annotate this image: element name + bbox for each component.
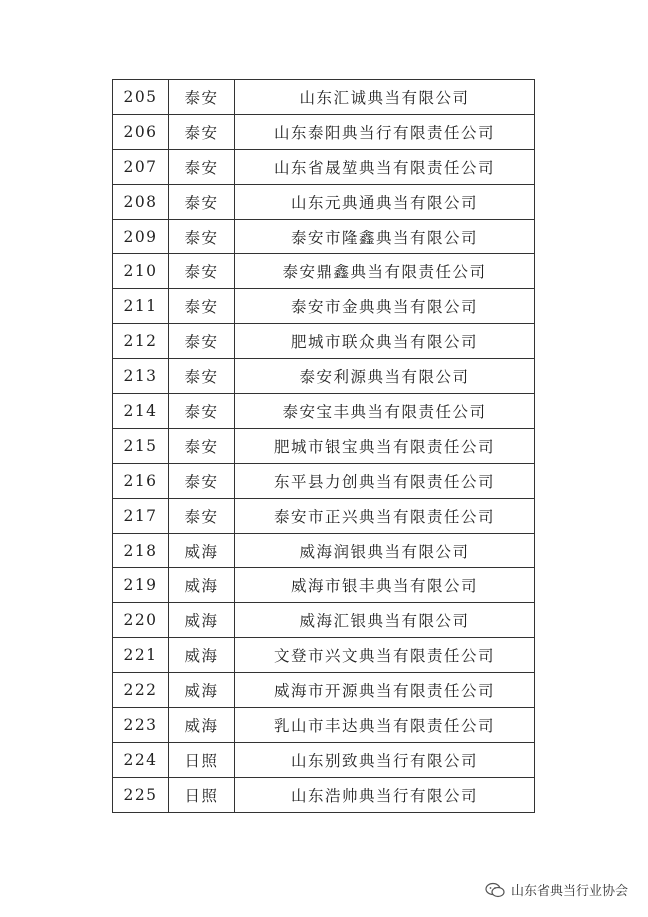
row-city: 泰安 [169,463,235,498]
row-number: 208 [113,184,169,219]
row-city: 泰安 [169,219,235,254]
row-company: 威海市开源典当有限责任公司 [235,673,535,708]
row-city: 威海 [169,568,235,603]
row-number: 213 [113,359,169,394]
row-number: 207 [113,149,169,184]
row-number: 206 [113,114,169,149]
row-company: 威海市银丰典当有限公司 [235,568,535,603]
row-number: 211 [113,289,169,324]
row-company: 泰安市隆鑫典当有限公司 [235,219,535,254]
row-company: 山东元典通典当有限公司 [235,184,535,219]
row-number: 212 [113,324,169,359]
row-company: 山东省晟堃典当有限责任公司 [235,149,535,184]
row-number: 218 [113,533,169,568]
table-row [113,324,535,359]
row-city: 泰安 [169,324,235,359]
row-company: 山东泰阳典当行有限责任公司 [235,114,535,149]
table-row [113,533,535,568]
row-number: 220 [113,603,169,638]
row-city: 泰安 [169,80,235,115]
row-company: 肥城市银宝典当有限责任公司 [235,428,535,463]
row-city: 泰安 [169,359,235,394]
table-row [113,219,535,254]
row-city: 泰安 [169,114,235,149]
table-row [113,742,535,777]
row-city: 威海 [169,603,235,638]
row-number: 221 [113,638,169,673]
row-company: 泰安鼎鑫典当有限责任公司 [235,254,535,289]
row-company: 山东汇诚典当有限公司 [235,80,535,115]
table-row [113,428,535,463]
row-city: 泰安 [169,428,235,463]
row-company: 山东别致典当行有限公司 [235,742,535,777]
table-row [113,638,535,673]
table-row [113,80,535,115]
table-row [113,114,535,149]
row-city: 泰安 [169,289,235,324]
table-row [113,777,535,812]
row-number: 222 [113,673,169,708]
row-company: 威海润银典当有限公司 [235,533,535,568]
watermark [485,880,628,899]
table-row [113,149,535,184]
row-company: 东平县力创典当有限责任公司 [235,463,535,498]
table-row [113,289,535,324]
row-company: 文登市兴文典当有限责任公司 [235,638,535,673]
table-row [113,708,535,743]
row-number: 216 [113,463,169,498]
row-number: 205 [113,80,169,115]
watermark-text: 山东省典当行业协会 [510,884,628,899]
row-number: 209 [113,219,169,254]
table-row [113,673,535,708]
row-number: 215 [113,428,169,463]
row-number: 217 [113,498,169,533]
row-city: 威海 [169,533,235,568]
table-row [113,184,535,219]
table-row [113,359,535,394]
row-company: 泰安宝丰典当有限责任公司 [235,394,535,429]
row-company: 泰安市金典典当有限公司 [235,289,535,324]
row-city: 威海 [169,673,235,708]
row-number: 224 [113,742,169,777]
row-company: 肥城市联众典当有限公司 [235,324,535,359]
row-city: 日照 [169,777,235,812]
row-number: 225 [113,777,169,812]
row-city: 泰安 [169,394,235,429]
table-row [113,603,535,638]
table-row [113,568,535,603]
row-company: 乳山市丰达典当有限责任公司 [235,708,535,743]
row-number: 214 [113,394,169,429]
row-company: 泰安市正兴典当有限责任公司 [235,498,535,533]
table-row [113,254,535,289]
wechat-icon [485,882,505,898]
table-row [113,498,535,533]
row-city: 泰安 [169,149,235,184]
row-city: 泰安 [169,184,235,219]
row-city: 威海 [169,638,235,673]
table-row [113,463,535,498]
row-company: 威海汇银典当有限公司 [235,603,535,638]
row-number: 219 [113,568,169,603]
pawnshop-table [112,79,535,813]
row-city: 威海 [169,708,235,743]
row-city: 泰安 [169,498,235,533]
table-body [113,80,535,813]
row-company: 泰安利源典当有限公司 [235,359,535,394]
row-city: 泰安 [169,254,235,289]
table-row [113,394,535,429]
row-number: 210 [113,254,169,289]
row-city: 日照 [169,742,235,777]
row-number: 223 [113,708,169,743]
row-company: 山东浩帅典当行有限公司 [235,777,535,812]
